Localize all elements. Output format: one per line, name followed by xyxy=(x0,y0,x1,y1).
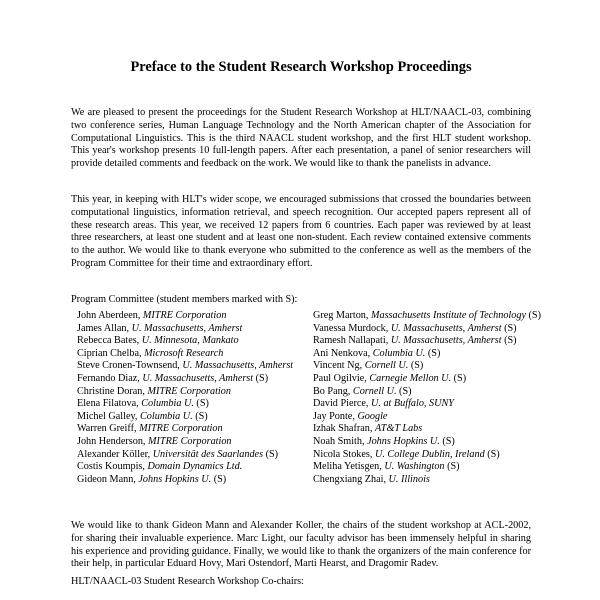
committee-member xyxy=(77,461,317,474)
member-name: Nicola Stokes, xyxy=(313,448,375,460)
member-affiliation: U. Washington xyxy=(384,461,445,473)
member-name: Gideon Mann, xyxy=(77,473,139,485)
committee-member xyxy=(77,373,317,386)
committee-member xyxy=(313,436,553,449)
member-name: Warren Greiff, xyxy=(77,423,140,435)
committee-member xyxy=(77,423,317,436)
member-affiliation: Carnegie Mellon U. xyxy=(369,372,452,384)
member-name: John Henderson, xyxy=(77,435,149,447)
member-affiliation: U. Massachusetts, Amherst xyxy=(182,360,294,372)
member-affiliation: Columbia U. xyxy=(141,398,194,410)
member-name: Meliha Yetisgen, xyxy=(313,461,385,473)
member-name: Alexander Köller, xyxy=(77,448,153,460)
committee-member xyxy=(313,310,553,323)
member-name: Michel Galley, xyxy=(77,410,140,422)
committee-member xyxy=(313,386,553,399)
committee-member xyxy=(313,411,553,424)
committee-member xyxy=(77,474,317,487)
member-affiliation: Microsoft Research xyxy=(144,347,224,359)
student-mark: (S) xyxy=(263,448,279,460)
student-mark: (S) xyxy=(396,385,412,397)
committee-member xyxy=(77,335,317,348)
member-affiliation: U. Massachusetts, Amherst xyxy=(131,322,243,334)
cochairs-label: HLT/NAACL-03 Student Research Workshop Co-chairs: xyxy=(71,576,304,587)
student-mark: (S) xyxy=(439,435,455,447)
member-name: James Allan, xyxy=(77,322,132,334)
student-mark: (S) xyxy=(193,398,209,410)
member-affiliation: U. College Dublin, Ireland xyxy=(374,448,485,460)
committee-member xyxy=(77,348,317,361)
member-name: Chengxiang Zhai, xyxy=(313,473,389,485)
member-affiliation: Massachusetts Institute of Technology xyxy=(371,310,526,321)
member-name: Ramesh Nallapati, xyxy=(313,335,391,347)
member-name: Christine Doran, xyxy=(77,385,148,397)
intro-paragraph: We are pleased to present the proceedings for the Student Research Workshop at HLT/NAACL-03, combining two conference series, Human Language Technology and the North American chapter of the Association for Computational Linguistics. This is the third NAACL student workshop, and the first HLT student workshop. This year's workshop presents 10 full-length papers. After each presentation, a panel of senior researchers will provide detailed comments and feedback on the work. We would like to thank the panelists in advance. xyxy=(71,107,531,170)
committee-member xyxy=(77,436,317,449)
committee-member xyxy=(313,474,553,487)
committee-member xyxy=(77,411,317,424)
student-mark: (S) xyxy=(451,372,467,384)
student-mark: (S) xyxy=(425,347,441,359)
member-name: Costis Koumpis, xyxy=(77,461,148,473)
scope-paragraph: This year, in keeping with HLT's wider scope, we encouraged submissions that crossed the boundaries between computational linguistics, information retrieval, and speech recognition. Our accepted papers represent all of these research areas. This year, we received 12 papers from 6 countries. Each paper was reviewed by at least three researchers, at least one student and at least one non-student. Each review contained extensive comments to the author. We would like to thank everyone who submitted to the conference as well as the members of the Program Committee for their time and extraordinary effort. xyxy=(71,194,531,269)
student-mark: (S) xyxy=(408,360,424,372)
committee-member xyxy=(77,449,317,462)
member-affiliation: U. at Buffalo, SUNY xyxy=(371,398,454,410)
member-name: Rebecca Bates, xyxy=(77,335,142,347)
member-affiliation: Universität des Saarlandes xyxy=(152,448,264,460)
committee-column-left xyxy=(77,310,317,486)
member-name: Noah Smith, xyxy=(313,435,368,447)
committee-member xyxy=(313,373,553,386)
page-title: Preface to the Student Research Workshop Proceedings xyxy=(130,59,472,75)
member-name: Bo Pang, xyxy=(313,385,353,397)
student-mark: (S) xyxy=(501,335,517,347)
committee-member xyxy=(313,323,553,336)
committee-member xyxy=(313,423,553,436)
committee-member xyxy=(313,461,553,474)
member-name: Paul Ogilvie, xyxy=(313,372,370,384)
member-affiliation: U. Massachusetts, Amherst xyxy=(390,335,502,347)
member-affiliation: Cornell U. xyxy=(352,385,397,397)
member-affiliation: MITRE Corporation xyxy=(139,423,223,435)
committee-member xyxy=(313,360,553,373)
member-name: Vanessa Murdock, xyxy=(313,322,391,334)
member-name: Jay Ponte, xyxy=(313,410,358,422)
member-affiliation: U. Massachusetts, Amherst xyxy=(390,322,502,334)
student-mark: (S) xyxy=(444,461,460,473)
committee-column-right xyxy=(313,310,553,486)
member-affiliation: U. Minnesota, Mankato xyxy=(141,335,239,347)
member-affiliation: Columbia U. xyxy=(372,347,426,359)
member-affiliation: Domain Dynamics Ltd. xyxy=(147,461,243,473)
member-name: Vincent Ng, xyxy=(313,360,365,372)
member-name: John Aberdeen, xyxy=(77,310,143,321)
member-name: Fernando Diaz, xyxy=(77,372,143,384)
member-name: David Pierce, xyxy=(313,398,371,410)
committee-member xyxy=(313,335,553,348)
committee-member xyxy=(77,398,317,411)
acknowledgements-paragraph: We would like to thank Gideon Mann and Alexander Koller, the chairs of the student workshop at ACL-2002, for sharing their invaluable experience. Marc Light, our faculty advisor has been immensely helpful in sharing his experience and providing guidance. Finally, we would like to thank the organizers of the main conference for their help, in particular Eduard Hovy, Mari Ostendorf, Marti Hearst, and Dragomir Radev. xyxy=(71,520,531,570)
member-affiliation: Johns Hopkins U. xyxy=(367,435,440,447)
committee-member xyxy=(313,449,553,462)
member-name: Izhak Shafran, xyxy=(313,423,375,435)
student-mark: (S) xyxy=(525,310,541,321)
committee-member xyxy=(77,386,317,399)
student-mark: (S) xyxy=(484,448,500,460)
member-name: Ciprian Chelba, xyxy=(77,347,145,359)
member-affiliation: U. Illinois xyxy=(388,473,430,485)
student-mark: (S) xyxy=(501,322,517,334)
member-affiliation: MITRE Corporation xyxy=(148,435,232,447)
committee-member xyxy=(77,360,317,373)
student-mark: (S) xyxy=(192,410,208,422)
member-name: Steve Cronen-Townsend, xyxy=(77,360,183,372)
member-affiliation: AT&T Labs xyxy=(374,423,423,435)
member-affiliation: U. Massachusetts, Amherst xyxy=(142,372,254,384)
committee-heading: Program Committee (student members marked with S): xyxy=(71,294,298,305)
member-affiliation: MITRE Corporation xyxy=(142,310,227,321)
member-affiliation: Cornell U. xyxy=(364,360,409,372)
member-name: Ani Nenkova, xyxy=(313,347,373,359)
member-affiliation: Johns Hopkins U. xyxy=(138,473,212,485)
member-affiliation: Google xyxy=(357,410,388,422)
student-mark: (S) xyxy=(211,473,227,485)
committee-member xyxy=(77,323,317,336)
student-mark: (S) xyxy=(253,372,269,384)
member-affiliation: Columbia U. xyxy=(140,410,193,422)
committee-member xyxy=(77,310,317,323)
committee-member xyxy=(313,398,553,411)
member-affiliation: MITRE Corporation xyxy=(147,385,231,397)
member-name: Greg Marton, xyxy=(313,310,371,321)
member-name: Elena Filatova, xyxy=(77,398,142,410)
committee-member xyxy=(313,348,553,361)
